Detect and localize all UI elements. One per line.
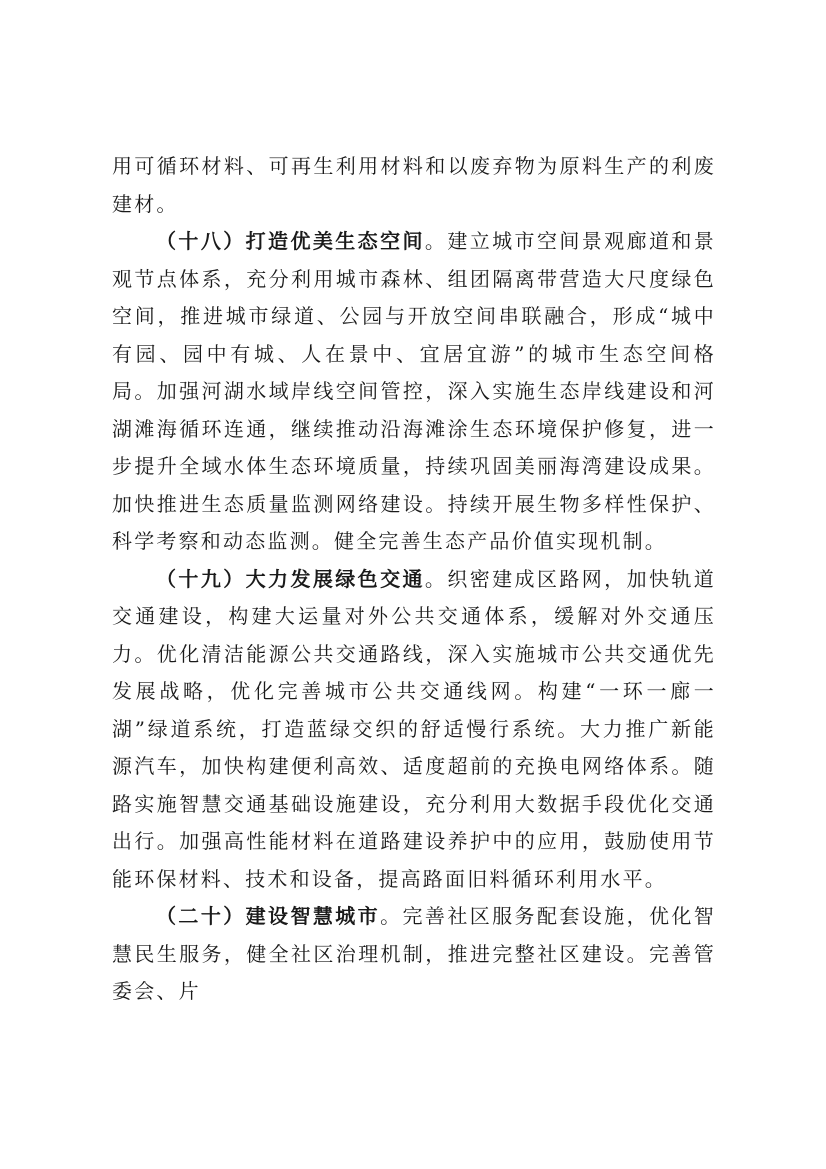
document-body [112, 148, 716, 1011]
section-heading: （二十）建设智慧城市 [156, 904, 381, 928]
section-heading: （十九）大力发展绿色交通 [156, 566, 425, 591]
paragraph-text: 。完善社区服务配套设施，优化智慧民生服务，健全社区治理机制，推进完整社区建设。完善管委会、片 [112, 904, 717, 1003]
paragraph-text: 用可循环材料、可再生利用材料和以废弃物为原料生产的利废建材。 [112, 154, 716, 216]
paragraph-continuation [112, 148, 716, 223]
paragraph-text: 。建立城市空间景观廊道和景观节点体系，充分利用城市森林、组团隔离带营造大尺度绿色空间，推进城市绿道、公园与开放空间串联融合，形成“城中有园、园中有城、人在景中、宜居宜游”的城市生态空间格局。加强河湖水域岸线空间管控，深入实施生态岸线建设和河湖滩海循环连通，继续推动沿海滩涂生态环境保护修复，进一步提升全域水体生态环境质量，持续巩固美丽海湾建设成果。加快推进生态质量监测网络建设。持续开展生物多样性保护、科学考察和动态监测。健全完善生态产品价值实现机制。 [112, 229, 716, 553]
paragraph-text: 。织密建成区路网，加快轨道交通建设，构建大运量对外公共交通体系，缓解对外交通压力。优化清洁能源公共交通路线，深入实施城市公共交通优先发展战略，优化完善城市公共交通线网。构建“一环一廊一湖”绿道系统，打造蓝绿交织的舒适慢行系统。大力推广新能源汽车，加快构建便利高效、适度超前的充换电网络体系。随路实施智慧交通基础设施建设，充分利用大数据手段优化交通出行。加强高性能材料在道路建设养护中的应用，鼓励使用节能环保材料、技术和设备，提高路面旧料循环利用水平。 [112, 566, 716, 891]
paragraph-section-18 [112, 223, 716, 561]
section-heading: （十八）打造优美生态空间 [156, 229, 425, 253]
paragraph-section-20 [112, 898, 716, 1011]
paragraph-section-19 [112, 561, 716, 899]
